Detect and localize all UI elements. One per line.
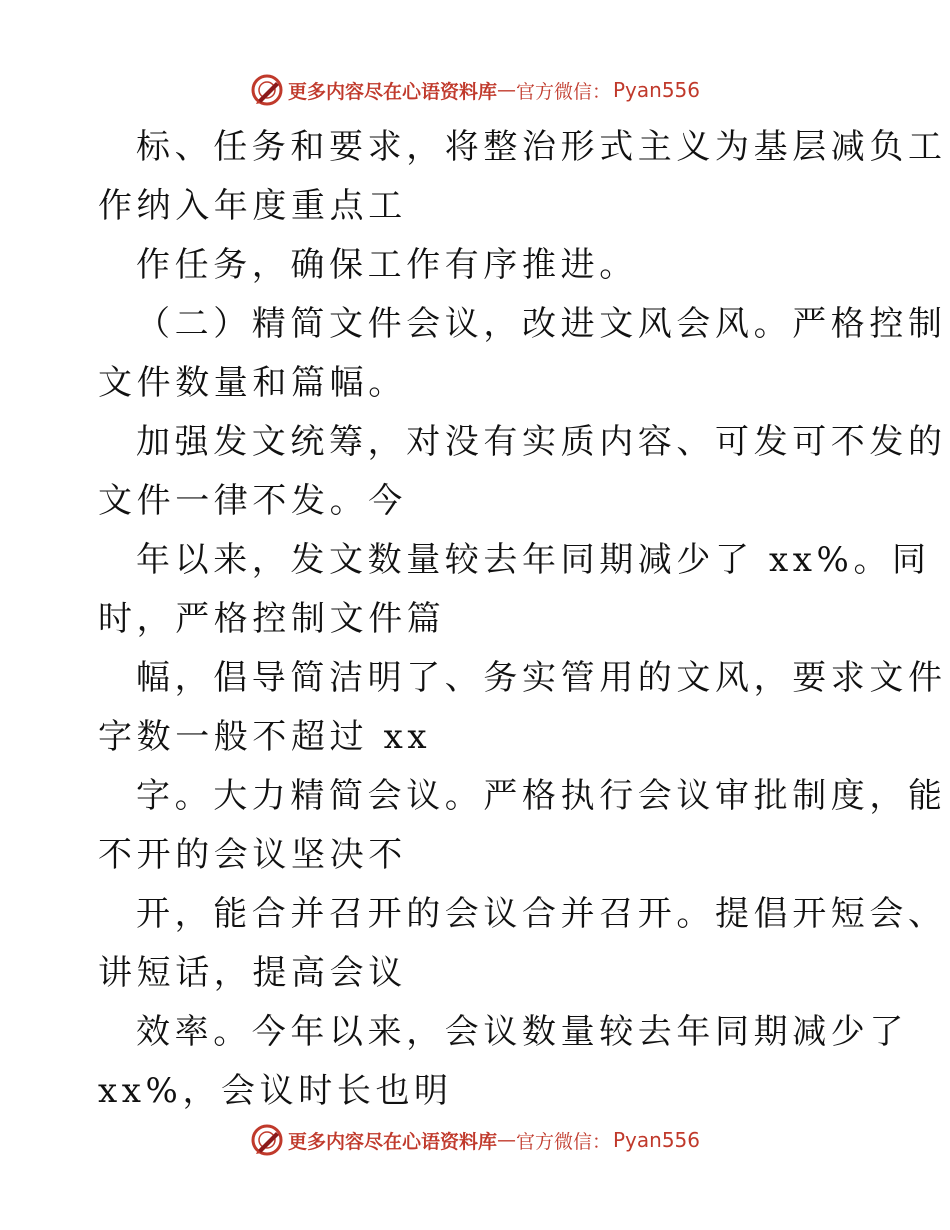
banner-main-text: 更多内容尽在心语资料库 <box>287 80 497 103</box>
banner-wechat-label: 官方微信： <box>515 80 611 103</box>
text-line: 文件数量和篇幅。 <box>98 363 407 403</box>
banner-dash: — <box>496 79 516 101</box>
text-line: 加强发文统筹，对没有实质内容、可发可不发的 <box>136 422 947 462</box>
text-line: 作纳入年度重点工 <box>98 186 407 226</box>
text-line: 标、任务和要求，将整治形式主义为基层减负工 <box>136 127 947 167</box>
text-line: 字数一般不超过 xx <box>98 717 432 757</box>
pen-logo-icon <box>250 1123 284 1157</box>
text-line: 不开的会议坚决不 <box>98 835 407 875</box>
banner-wechat-label: 官方微信： <box>515 1130 611 1153</box>
pen-logo-icon <box>250 73 284 107</box>
text-line: 讲短话，提高会议 <box>98 953 407 993</box>
footer-watermark-banner <box>0 1120 950 1160</box>
document-body <box>98 118 947 1121</box>
text-line: 作任务，确保工作有序推进。 <box>136 245 638 285</box>
text-line: 字。大力精简会议。严格执行会议审批制度，能 <box>136 776 947 816</box>
banner-wechat-id: Pyan556 <box>613 1128 701 1152</box>
text-line: 幅，倡导简洁明了、务实管用的文风，要求文件 <box>136 658 947 698</box>
banner-main-text: 更多内容尽在心语资料库 <box>287 1130 497 1153</box>
banner-wechat-id: Pyan556 <box>613 78 701 102</box>
banner-dash: — <box>496 1129 516 1151</box>
header-watermark-banner <box>0 70 950 110</box>
text-line: 年以来，发文数量较去年同期减少了 xx%。同 <box>136 540 931 580</box>
text-line: （二）精简文件会议，改进文风会风。严格控制 <box>136 304 947 344</box>
text-line: 效率。今年以来，会议数量较去年同期减少了 <box>136 1012 908 1052</box>
text-line: xx%，会议时长也明 <box>98 1071 453 1111</box>
text-line: 文件一律不发。今 <box>98 481 407 521</box>
text-line: 开，能合并召开的会议合并召开。提倡开短会、 <box>136 894 947 934</box>
text-line: 时，严格控制文件篇 <box>98 599 446 639</box>
